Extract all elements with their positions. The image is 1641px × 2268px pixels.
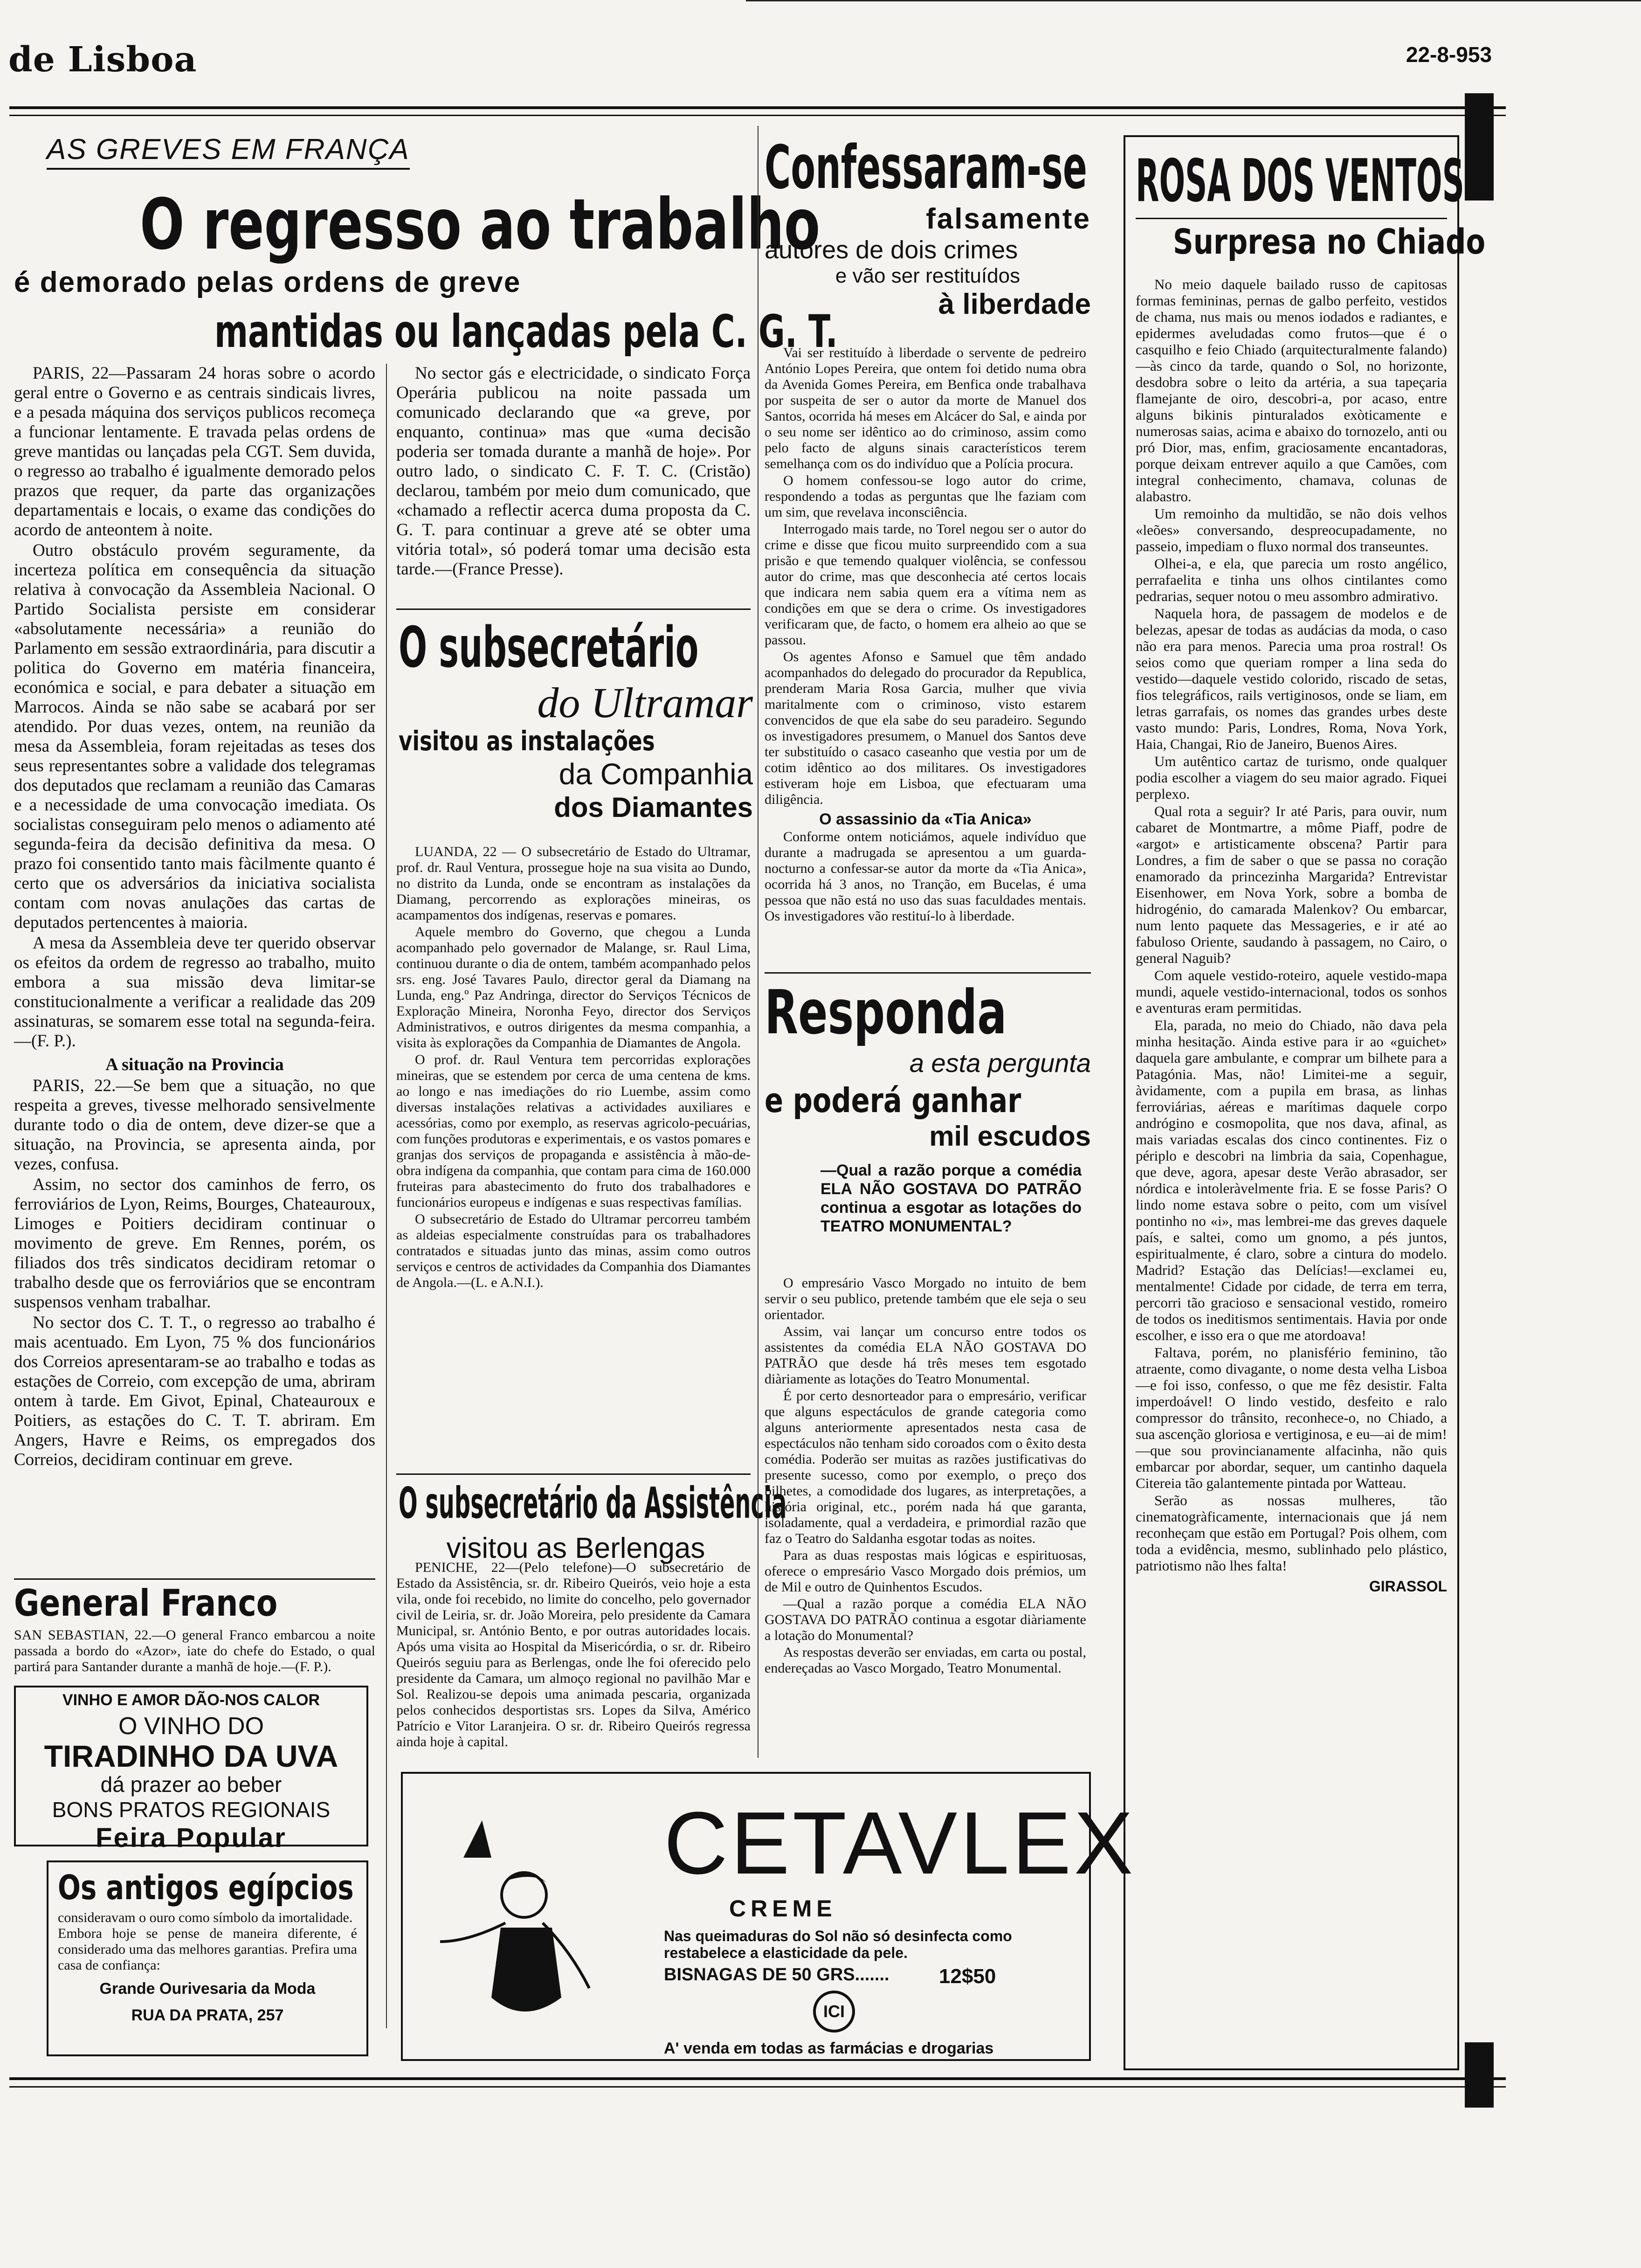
- headline-deck-2: mantidas ou lançadas pela C. G. T.: [214, 305, 838, 358]
- paragraph: As respostas deverão ser enviadas, em carta ou postal, endereçadas ao Vasco Morgado, Teatro Monumental.: [765, 1645, 1086, 1676]
- divider: [396, 1473, 751, 1475]
- responda-heading: [765, 977, 1091, 1152]
- ad-line: O VINHO DO: [118, 1713, 264, 1740]
- france-article-cont: [396, 364, 751, 580]
- footer-rule-thin: [9, 2086, 1506, 2088]
- confessaram-heading: [765, 133, 1091, 321]
- paragraph: No meio daquele bailado russo de capitosas formas femininas, pernas de galbo perfeito, vestidos de chama, nus mais ou menos iodados e radiantes, e epidermes aveludadas como frutos—que é o casquilho e feio Chiado (arquitecturalmente falando)—às cinco da tarde, quando o Sol, no horizonte, desdobra sobre o leito da artéria, a sua tapeçaria flamejante de oiro, descobri-a, por acaso, entre alguns bikinis pinturalados exòticamente e numerosas saias, acima e abaixo do tornozelo, anti ou pró Dior, mas, enfim, graciosamente encantadoras, porque deixam entrever aquilo a que Camões, com integral conhecimento, chamava, colunas de alabastro.: [1136, 276, 1447, 505]
- paragraph: Naquela hora, de passagem de modelos e de belezas, apesar de todas as audácias da moda, o caso não era para menos. Parecia uma proa rostral! Os seios como que queriam romper a lina seda do vestido—daquele vestido colorido, riscado de setas, fios telegráficos, rails vertiginosos, onde se liam, em letras garrafais, os nomes das grandes urbes deste vasto mundo: Paris, Londres, Roma, Nova York, Haia, Changai, Rio de Janeiro, Buenos Aires.: [1136, 605, 1447, 752]
- kicker-box: [47, 133, 415, 170]
- rosa-subtitle: Surpresa no Chiado: [1173, 222, 1486, 262]
- franco-text: SAN SEBASTIAN, 22.—O general Franco embarcou a noite passada a bordo do «Azor», iate do chefe do Estado, o qual partirá para Santander durante a manhã de hoje.—(F. P.).: [14, 1627, 375, 1674]
- heading-line: visitou as instalações: [399, 725, 655, 757]
- ad-text: Embora hoje se pense de maneira diferente, é considerado uma das melhores garantias. Prefira uma casa de confiança:: [58, 1926, 357, 1973]
- paragraph: Assim, vai lançar um concurso entre todos os assistentes da comédia ELA NÃO GOSTAVA DO PATRÃO que desde há três meses tem esgotado diàriamente as lotações do Teatro Monumental.: [765, 1324, 1086, 1387]
- ad-egipcios: [47, 1860, 368, 2056]
- ad-title: Os antigos egípcios: [58, 1868, 354, 1907]
- paragraph: Aquele membro do Governo, que chegou a Lunda acompanhado pelo governador de Malange, sr. Raul Lima, continuou durante o dia de ontem, também acompanhado pelos srs. eng. José Tavares Paulo, director geral da Diamang na Lunda, eng.º Paz Andringa, director do Serviços Técnicos de Exploração Mineira, Noronha Feyo, director dos Serviços Administrativos, e outros dirigentes da mesma companhia, a visita às explorações da Companhia de Diamantes de Angola.: [396, 924, 751, 1051]
- paragraph: O prof. dr. Raul Ventura tem percorridas explorações mineiras, que se estendem por cerca de uma centena de kms. ao longo e nas imediações do rio Luembe, assim como diversas instalações relativas a actividades auxiliares e acessórias, como por exemplo, as reservas agricolo-pecuárias, com funções produtoras e experimentais, e os vastos pomares e granjas dos serviços de propaganda e assistência à mão-de-obra indígena da companhia, que contam para cima de 160.000 fruteiras para abastecimento do fruto dos trabalhadores e funcionários europeus e indígenas e suas respectivas famílias.: [396, 1052, 751, 1210]
- paragraph: Com aquele vestido-roteiro, aquele vestido-mapa mundi, aquele vestido-internacional, todos os sonhos e aventuras eram permitidas.: [1136, 967, 1447, 1016]
- heading-line: falsamente: [926, 203, 1091, 235]
- paragraph: O subsecretário de Estado do Ultramar percorreu também as aldeias especialmente construídas para os trabalhadores contratados e situadas junto das minas, assim como outros serviços e centros de actividades da Companhia dos Diamantes de Angola.—(L. e A.N.I.).: [396, 1211, 751, 1290]
- side-marker-bottom: [1465, 2042, 1494, 2108]
- ad-tiradinho: [14, 1686, 368, 1853]
- heading-line: Confessaram-se: [765, 133, 1087, 202]
- footer-rule: [9, 2077, 1506, 2080]
- headline-deck-2-box: [214, 305, 838, 358]
- ad-text: Nas queimaduras do Sol não só desinfecta como restabelece a elasticidade da pele.: [664, 1928, 1012, 1961]
- paragraph: Faltava, porém, no planisfério feminino, tão atraente, como divagante, o nome desta velha Lisboa—e foi isso, confesso, o que me fêz desistir. Falta imperdoável! O lindo vestido, desfeito e ralo compressor do trânsito, reconhece-o, no Chiado, a sua ascenção gloriosa e vertiginosa, e eu—ai de mim!—que sou provincianamente alfacinha, não quis embarcar por abordar, sequer, um cantinho daquela Citereia tão galantemente pintada por Watteau.: [1136, 1344, 1447, 1491]
- paragraph: Olhei-a, e ela, que parecia um rosto angélico, perrafaelita e tinha uns olhos cintilantes como pedrarias, sequer notou o meu assombro admirativo.: [1136, 555, 1447, 604]
- ad-size: BISNAGAS DE 50 GRS.......: [664, 1965, 889, 1984]
- paragraph: Ela, parada, no meio do Chiado, não dava pela minha hesitação. Ainda estive para ir ao «guichet» daquela gare ambulante, e comprar um bilhete para a Patagónia. Mas, não! Limitei-me a seguir, àvidamente, com a pupila em brasa, as linhas ferroviárias, aéreas e marítimas daquele corpo andrógino e cosmopolita, que nos dava, afinal, as mais variadas escalas dos cinco continentes. Fiz o périplo e descobri na limbria da saia, Copenhague, que deve, agora, apesar deste Verão abrasador, ser nórdica e intoleràvelmente fria. E se fosse Paris? O lindo nome estava sobre o peito, com um visível pontinho no «i», mas lembrei-me das greves daquele país, e saltei, como um gnomo, a pés juntos, espiritualmente, é claro, sobre a cintura do modelo. Madrid? Estação das Delícias!—exclamei eu, mentalmente! Cidade por cidade, de terra em terra, percorri tão gracioso e sensacional vestido, romeiro de todos os ineditismos sentimentais. Havia por onde escolher, e isso era o que me atordoava!: [1136, 1017, 1447, 1343]
- confessaram-article: [765, 345, 1086, 925]
- column-rule: [386, 364, 387, 2028]
- paragraph: Interrogado mais tarde, no Torel negou ser o autor do crime e disse que ficou muito surpreendido com a sua prisão e que temendo qualquer violência, se confessou autor do crime, mas que desconhecia até certos locais que indicara nem sabia quem era a vítima nem as condições em que se dera o crime. Os investigadores verificaram que, de facto, o homem era alheio ao que se passou.: [765, 521, 1086, 648]
- heading-line: do Ultramar: [537, 679, 753, 726]
- ad-cetavlex: [401, 1772, 1136, 2061]
- franco-item: [14, 1578, 375, 1675]
- divider: [765, 972, 1091, 974]
- ad-text: A' venda em todas as farmácias e drogarias: [664, 2040, 994, 2057]
- paragraph: Conforme ontem noticiámos, aquele indivíduo que durante a madrugada se apresentou a um guarda-nocturno a confessar-se autor da morte da «Tia Anica», ocorrida há 3 anos, no Tranção, em Bucelas, é uma pessoa que não está no uso das suas faculdades mentais. Os investigadores vão restituí-lo à liberdade.: [765, 829, 1086, 924]
- paragraph: O homem confessou-se logo autor do crime, respondendo a todas as perguntas que lhe faziam com um sim, que revelava inconsciência.: [765, 473, 1086, 520]
- paragraph: Um autêntico cartaz de turismo, onde qualquer podia escolher a viagem do seu maior agrado. Fiquei perplexo.: [1136, 753, 1447, 802]
- paragraph: A mesa da Assembleia deve ter querido observar os efeitos da ordem de regresso ao trabalho, muito embora a sua missão deva limitar-se constitucionalmente a verificar a realidade das 209 assinaturas, se somarem esse total na segunda-feira.—(F. P.).: [14, 933, 375, 1051]
- assistencia-article: [396, 1560, 751, 1751]
- rosa-title-box: [1136, 146, 1464, 219]
- ad-line: BONS PRATOS REGIONAIS: [52, 1798, 331, 1822]
- ad-line: Feira Popular: [96, 1823, 287, 1853]
- paragraph: É por certo desnorteador para o empresário, verificar que alguns espectáculos de grande categoria como alguns anteriormente apresentados nesta casa de espectáculos não tenham sido coroados com o êxito desta comédia. Poderão ser muitas as razões justificativas do presente sucesso, como por exemplo, o preço dos bilhetes, a comodidade dos lugares, as interpretações, a história original, etc., porém nada há que garanta, isoladamente, qual a verdadeira, e primordial razão que faz o Teatro do Saldanha esgotar todas as noites.: [765, 1388, 1086, 1546]
- heading-line: dos Diamantes: [554, 792, 753, 823]
- brand: CETAVLEX: [664, 1794, 1136, 1893]
- main-headline: O regresso ao trabalho: [140, 184, 820, 265]
- heading-line: à liberdade: [938, 288, 1091, 320]
- paragraph: PARIS, 22.—Se bem que a situação, no que respeita a greves, tivesse melhorado sensivelmente durante todo o dia de ontem, deve dizer-se que a situação, na Provincia, se apresenta ainda, por vezes, confusa.: [14, 1076, 375, 1174]
- masthead: de Lisboa: [8, 40, 197, 80]
- franco-title: General Franco: [14, 1583, 278, 1625]
- paragraph: Serão as nossas mulheres, tão cinematogràficamente, internacionais que já nem reconheçam que estão em Portugal? Pois olhem, com toda a evidência, mesmo, sublinhado pelo plástico, patriotismo não lhes falta!: [1136, 1492, 1447, 1574]
- paragraph: Assim, no sector dos caminhos de ferro, os ferroviários de Lyon, Reims, Bourges, Chateauroux, Limoges e Poitiers decidiram continuar o movimento de greve. Em Rennes, porém, os filiados dos três sindicatos decidiram retomar o trabalho desde que os ferroviários que se encontram suspensos venham trabalhar.: [14, 1175, 375, 1312]
- assistencia-heading: [399, 1478, 787, 1565]
- paragraph: No sector dos C. T. T., o regresso ao trabalho é mais acentuado. Em Lyon, 75 % dos funcionários dos Correios apresentaram-se ao trabalho e todas as estações de Correio, com excepção de uma, abriram ontem à tarde. Em Givot, Epinal, Chateauroux e Poitiers, as estações do C. T. T. abriram. Em Angers, Havre e Reims, os empregados dos Correios, decidiram continuar em greve.: [14, 1313, 375, 1469]
- side-marker-top: [1465, 93, 1494, 201]
- responda-article: [765, 1275, 1086, 1677]
- woman-illustration-icon: [412, 1802, 608, 2054]
- paragraph: O empresário Vasco Morgado no intuito de bem servir o seu publico, pretende também que ele seja o seu orientador.: [765, 1275, 1086, 1322]
- ad-text: consideravam o ouro como símbolo da imortalidade.: [58, 1910, 353, 1925]
- paragraph: PARIS, 22—Passaram 24 horas sobre o acordo geral entre o Governo e as centrais sindicais livres, e a pesada máquina dos serviços publicos recomeça a funcionar lentamente. E travada pelas ordens de greve mantidas ou lançadas pela CGT. Sem duvida, o regresso ao trabalho é igualmente demorado pelos prazos que requer, da parte das organizações departamentais e locais, o exame das condições do acordo de anteontem à noite.: [14, 364, 375, 539]
- rosa-article: [1136, 276, 1447, 1595]
- france-article: [14, 364, 375, 1471]
- ad-price: 12$50: [939, 1965, 996, 1988]
- ad-line: VINHO E AMOR DÃO-NOS CALOR: [62, 1691, 320, 1709]
- subheading: O assassinio da «Tia Anica»: [819, 810, 1032, 828]
- heading-line: e poderá ganhar: [765, 1081, 1021, 1120]
- paragraph: —Qual a razão porque a comédia ELA NÃO GOSTAVA DO PATRÃO continua a esgotar diàriamente a lotação do Monumental?: [765, 1596, 1086, 1643]
- heading-line: visitou as Berlengas: [446, 1532, 705, 1564]
- heading-line: Responda: [765, 977, 1007, 1048]
- paragraph: Um remoinho da multidão, se não dois velhos «leões» conversando, despreocupadamente, no passeio, impediam o fluxo normal dos transeuntes.: [1136, 505, 1447, 554]
- subheading: A situação na Provincia: [105, 1055, 284, 1074]
- brand-sub: CREME: [729, 1895, 837, 1922]
- signature: GIRASSOL: [1369, 1578, 1447, 1595]
- paragraph: LUANDA, 22 — O subsecretário de Estado do Ultramar, prof. dr. Raul Ventura, prossegue hoje na sua visita ao Dundo, no distrito da Lunda, onde se encontram as instalações da Diamang, percorrendo as explorações mineiras, os acampamentos dos indígenas, reservas e pomares.: [396, 844, 751, 923]
- main-headline-box: [140, 184, 820, 265]
- header-rule-thin: [9, 115, 1506, 116]
- ad-line: TIRADINHO DA UVA: [44, 1739, 338, 1773]
- header-rule: [9, 106, 1506, 109]
- ad-line: dá prazer ao beber: [100, 1772, 282, 1797]
- ad-address: RUA DA PRATA, 257: [131, 2006, 284, 2024]
- date: 22-8-953: [1406, 42, 1492, 67]
- paragraph: No sector gás e electricidade, o sindicato Força Operária publicou na noite passada um comunicado declarando que «a greve, por enquanto, continua» mas que «uma decisão poderia ser tomada durante a manhã de hoje». Por outro lado, o sindicato C. F. T. C. (Cristão) declarou, também por meio dum comunicado, que «chamado a reflectir acerca duma proposta da C. G. T. para continuar a greve até se obter uma vitória total», só poderá tomar uma decisão esta tarde.—(France Presse).: [396, 364, 751, 579]
- heading-line: e vão ser restituídos: [835, 264, 1020, 287]
- heading-line: O subsecretário da Assistência: [399, 1478, 787, 1528]
- paragraph: Vai ser restituído à liberdade o servente de pedreiro António Lopes Pereira, que ontem foi detido numa obra da Avenida Gomes Pereira, em Benfica onde trabalhava por suspeita de ser o autor da morte de Manuel dos Santos, ocorrida há meses em Alcácer do Sal, e ainda por o seu nome ser idêntico ao do criminoso, assim como pelo facto de alguns sinais característicos terem semelhança com os do indivíduo que a Polícia procura.: [765, 345, 1086, 471]
- paragraph: PENICHE, 22—(Pelo telefone)—O subsecretário de Estado da Assistência, sr. dr. Ribeiro Queirós, veio hoje a esta vila, onde foi recebido, no limite do concelho, pelo governador civil de Leiria, sr. dr. João Moreira, pelo presidente da Camara Municipal, sr. António Bento, e por outras autoridades locais. Após uma visita ao Hospital da Misericórdia, o sr. dr. Ribeiro Queirós seguiu para as Berlengas, onde lhe foi oferecido pelo presidente da Camara, um almoço regional no pavilhão Mar e Sol. Realizou-se depois uma animada pescaria, organizada pelos conhecidos desportistas srs. Lopes da Silva, Américo Patrício e Vitor Laranjeira. O sr. dr. Ribeiro Queirós regressa ainda hoje à capital.: [396, 1560, 751, 1749]
- paragraph: Outro obstáculo provém seguramente, da incerteza política em consequência da situação relativa à convocação da Assembleia Nacional. O Partido Socialista persiste em considerar «absolutamente necessária» a reunião do Parlamento em sessão extraordinária, para discutir a politica do Governo em matéria financeira, económica e social, e para debater a situação em Marrocos. Ainda se não sabe se acabará por ser atendido. Por duas vezes, ontem, na reunião da mesa da Assembleia, foram rejeitadas as teses dos seus representantes sobre a validade dos telegramas dos deputados que reclamam a reunião das Camaras e a necessidade de uma convocação imediata. Os socialistas conseguiram pelo menos o adiamento até segunda-feira da decisão definitiva da mesa. O prazo foi consentido tanto mais fàcilmente quanto é certo que os adversários da iniciativa socialista contam com novas anulações das cartas de deputados pertencentes à maioria.: [14, 541, 375, 932]
- heading-line: a esta pergunta: [909, 1048, 1091, 1078]
- heading-line: O subsecretário: [399, 615, 699, 680]
- top-rule: [746, 0, 1641, 1]
- ici-logo: ICI: [813, 1991, 855, 2033]
- paragraph: Qual rota a seguir? Ir até Paris, para ouvir, num cabaret de Montmartre, a môme Piaff, podre de «argot» e artisticamente obscena? Partir para Londres, a fim de saber o que se passa no coração enamorado da princezinha Margarida? Entrevistar Eisenhower, em Nova York, sobre a bomba de hidrogénio, do camarada Malenkov? Ou embarcar, num lento paquete das Messageries, e ir até ao fabuloso Oriente, saudando à passagem, no Cairo, o general Naguib?: [1136, 803, 1447, 966]
- paragraph: Os agentes Afonso e Samuel que têm andado acompanhados do delegado do procurador da Republica, prenderam Maria Rosa Garcia, mulher que vivia maritalmente com o criminoso, visto estarem convencidos de que ela sabe do seu paradeiro. Segundo os investigadores presumem, o Manuel dos Santos deve ter substituído o casaco caseanho que vestia por um de cotim idêntico ao dos militares. Os investigadores estiveram hoje em Lisboa, que efectuaram uma diligência.: [765, 649, 1086, 807]
- heading-line: autores de dois crimes: [765, 236, 1018, 264]
- heading-line: da Companhia: [558, 757, 753, 791]
- divider: [396, 608, 751, 610]
- heading-line: mil escudos: [929, 1120, 1091, 1152]
- ad-shop: Grande Ourivesaria da Moda: [99, 1980, 316, 1998]
- ultramar-article: [396, 844, 751, 1292]
- paragraph: Para as duas respostas mais lógicas e espirituosas, oferece o empresário Vasco Morgado dois prémios, um de Mil e outro de Quinhentos Escudos.: [765, 1548, 1086, 1595]
- kicker: AS GREVES EM FRANÇA: [47, 133, 410, 170]
- rosa-dos-ventos-box: [1124, 135, 1486, 2070]
- ultramar-heading: [399, 615, 753, 823]
- rosa-title: ROSA DOS VENTOS: [1136, 146, 1464, 215]
- headline-deck-1: é demorado pelas ordens de greve: [14, 266, 521, 298]
- responda-question: —Qual a razão porque a comédia ELA NÃO GOSTAVA DO PATRÃO continua a esgotar as lotações do TEATRO MONUMENTAL?: [820, 1162, 1082, 1235]
